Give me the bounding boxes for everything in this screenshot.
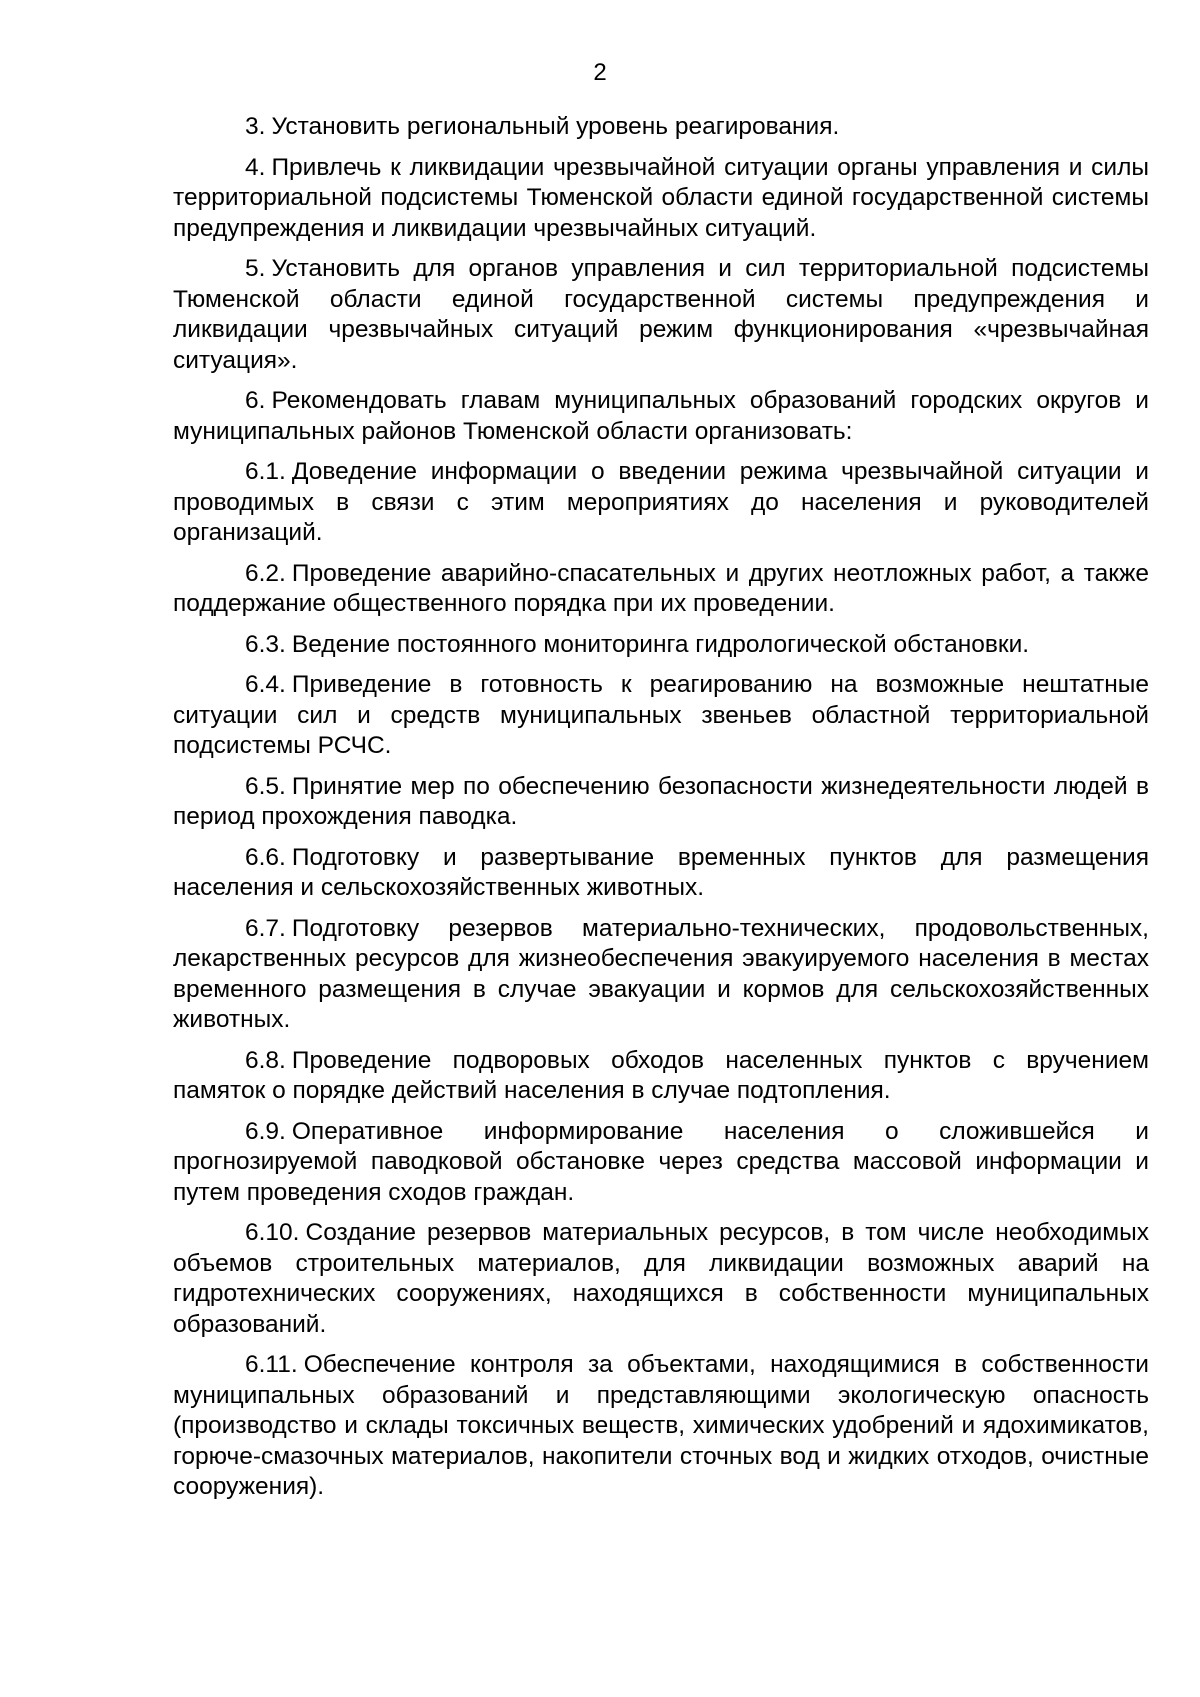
paragraph-number: 5. [245, 255, 266, 282]
paragraph-4 [173, 153, 1149, 245]
paragraph-6-11 [173, 1350, 1149, 1503]
paragraph-number: 6.6. [245, 843, 286, 871]
paragraph-text: Рекомендовать главам муниципальных образований городских округов и муниципальных районов Тюменской области организовать: [173, 387, 1149, 445]
paragraph-text: Проведение подворовых обходов населенных пунктов с вручением памяток о порядке действий населения в случае подтопления. [173, 1046, 1149, 1104]
paragraph-number: 6.8. [245, 1046, 286, 1074]
document-body [173, 112, 1149, 1513]
paragraph-6 [173, 386, 1149, 447]
paragraph-text: Подготовку резервов материально-технических, продовольственных, лекарственных ресурсов для жизнеобеспечения эвакуируемого населения в местах временного размещения в случае эвакуации и кормов для сельскохозяйственных животных. [173, 914, 1149, 1033]
paragraph-number: 6.1. [245, 458, 286, 485]
paragraph-text: Доведение информации о введении режима чрезвычайной ситуации и проводимых в связи с этим мероприятиях до населения и руководителей организаций. [173, 458, 1149, 546]
paragraph-text: Создание резервов материальных ресурсов, в том числе необходимых объемов строительных материалов, для ликвидации возможных аварий на гидротехнических сооружениях, находящихся в собственности муниципальных образований. [173, 1219, 1149, 1338]
paragraph-3 [173, 112, 1149, 143]
paragraph-number: 6.2. [245, 559, 286, 587]
paragraph-number: 6.11. [245, 1351, 298, 1378]
paragraph-number: 6.7. [245, 914, 286, 942]
paragraph-6-8 [173, 1046, 1149, 1107]
paragraph-number: 6. [245, 387, 266, 414]
paragraph-6-3 [173, 630, 1149, 661]
paragraph-number: 6.10. [245, 1219, 300, 1246]
paragraph-6-4 [173, 670, 1149, 762]
paragraph-text: Установить для органов управления и сил территориальной подсистемы Тюменской области единой государственной системы предупреждения и ликвидации чрезвычайных ситуаций режим функционирования «чрезвычайная ситуация». [173, 255, 1149, 374]
paragraph-text: Обеспечение контроля за объектами, находящимися в собственности муниципальных образований и представляющими экологическую опасность (производство и склады токсичных веществ, химических удобрений и ядохимикатов, горюче-смазочных материалов, накопители сточных вод и жидких отходов, очистные сооружения). [173, 1351, 1149, 1500]
paragraph-number: 6.4. [245, 671, 286, 698]
paragraph-number: 6.5. [245, 772, 286, 800]
paragraph-text: Проведение аварийно-спасательных и других неотложных работ, а также поддержание общественного порядка при их проведении. [173, 559, 1149, 617]
paragraph-number: 4. [245, 153, 266, 181]
paragraph-6-5 [173, 772, 1149, 833]
paragraph-text: Приведение в готовность к реагированию на возможные нештатные ситуации сил и средств муниципальных звеньев областной территориальной подсистемы РСЧС. [173, 671, 1149, 759]
paragraph-text: Подготовку и развертывание временных пунктов для размещения населения и сельскохозяйственных животных. [173, 843, 1149, 901]
paragraph-text: Оперативное информирование населения о сложившейся и прогнозируемой паводковой обстановке через средства массовой информации и путем проведения сходов граждан. [173, 1117, 1149, 1206]
paragraph-5 [173, 254, 1149, 376]
page-number: 2 [593, 59, 607, 86]
paragraph-number: 6.3. [245, 630, 286, 658]
paragraph-6-1 [173, 457, 1149, 549]
paragraph-6-6 [173, 843, 1149, 904]
paragraph-6-9 [173, 1117, 1149, 1209]
paragraph-text: Принятие мер по обеспечению безопасности жизнедеятельности людей в период прохождения паводка. [173, 772, 1149, 830]
paragraph-number: 6.9. [245, 1117, 286, 1145]
paragraph-text: Установить региональный уровень реагирования. [271, 113, 840, 140]
paragraph-text: Привлечь к ликвидации чрезвычайной ситуации органы управления и силы территориальной подсистемы Тюменской области единой государственной системы предупреждения и ликвидации чрезвычайных ситуаций. [173, 153, 1149, 242]
paragraph-6-10 [173, 1218, 1149, 1340]
paragraph-number: 3. [245, 113, 266, 140]
paragraph-text: Ведение постоянного мониторинга гидрологической обстановки. [291, 630, 1030, 658]
paragraph-6-7 [173, 914, 1149, 1036]
paragraph-6-2 [173, 559, 1149, 620]
